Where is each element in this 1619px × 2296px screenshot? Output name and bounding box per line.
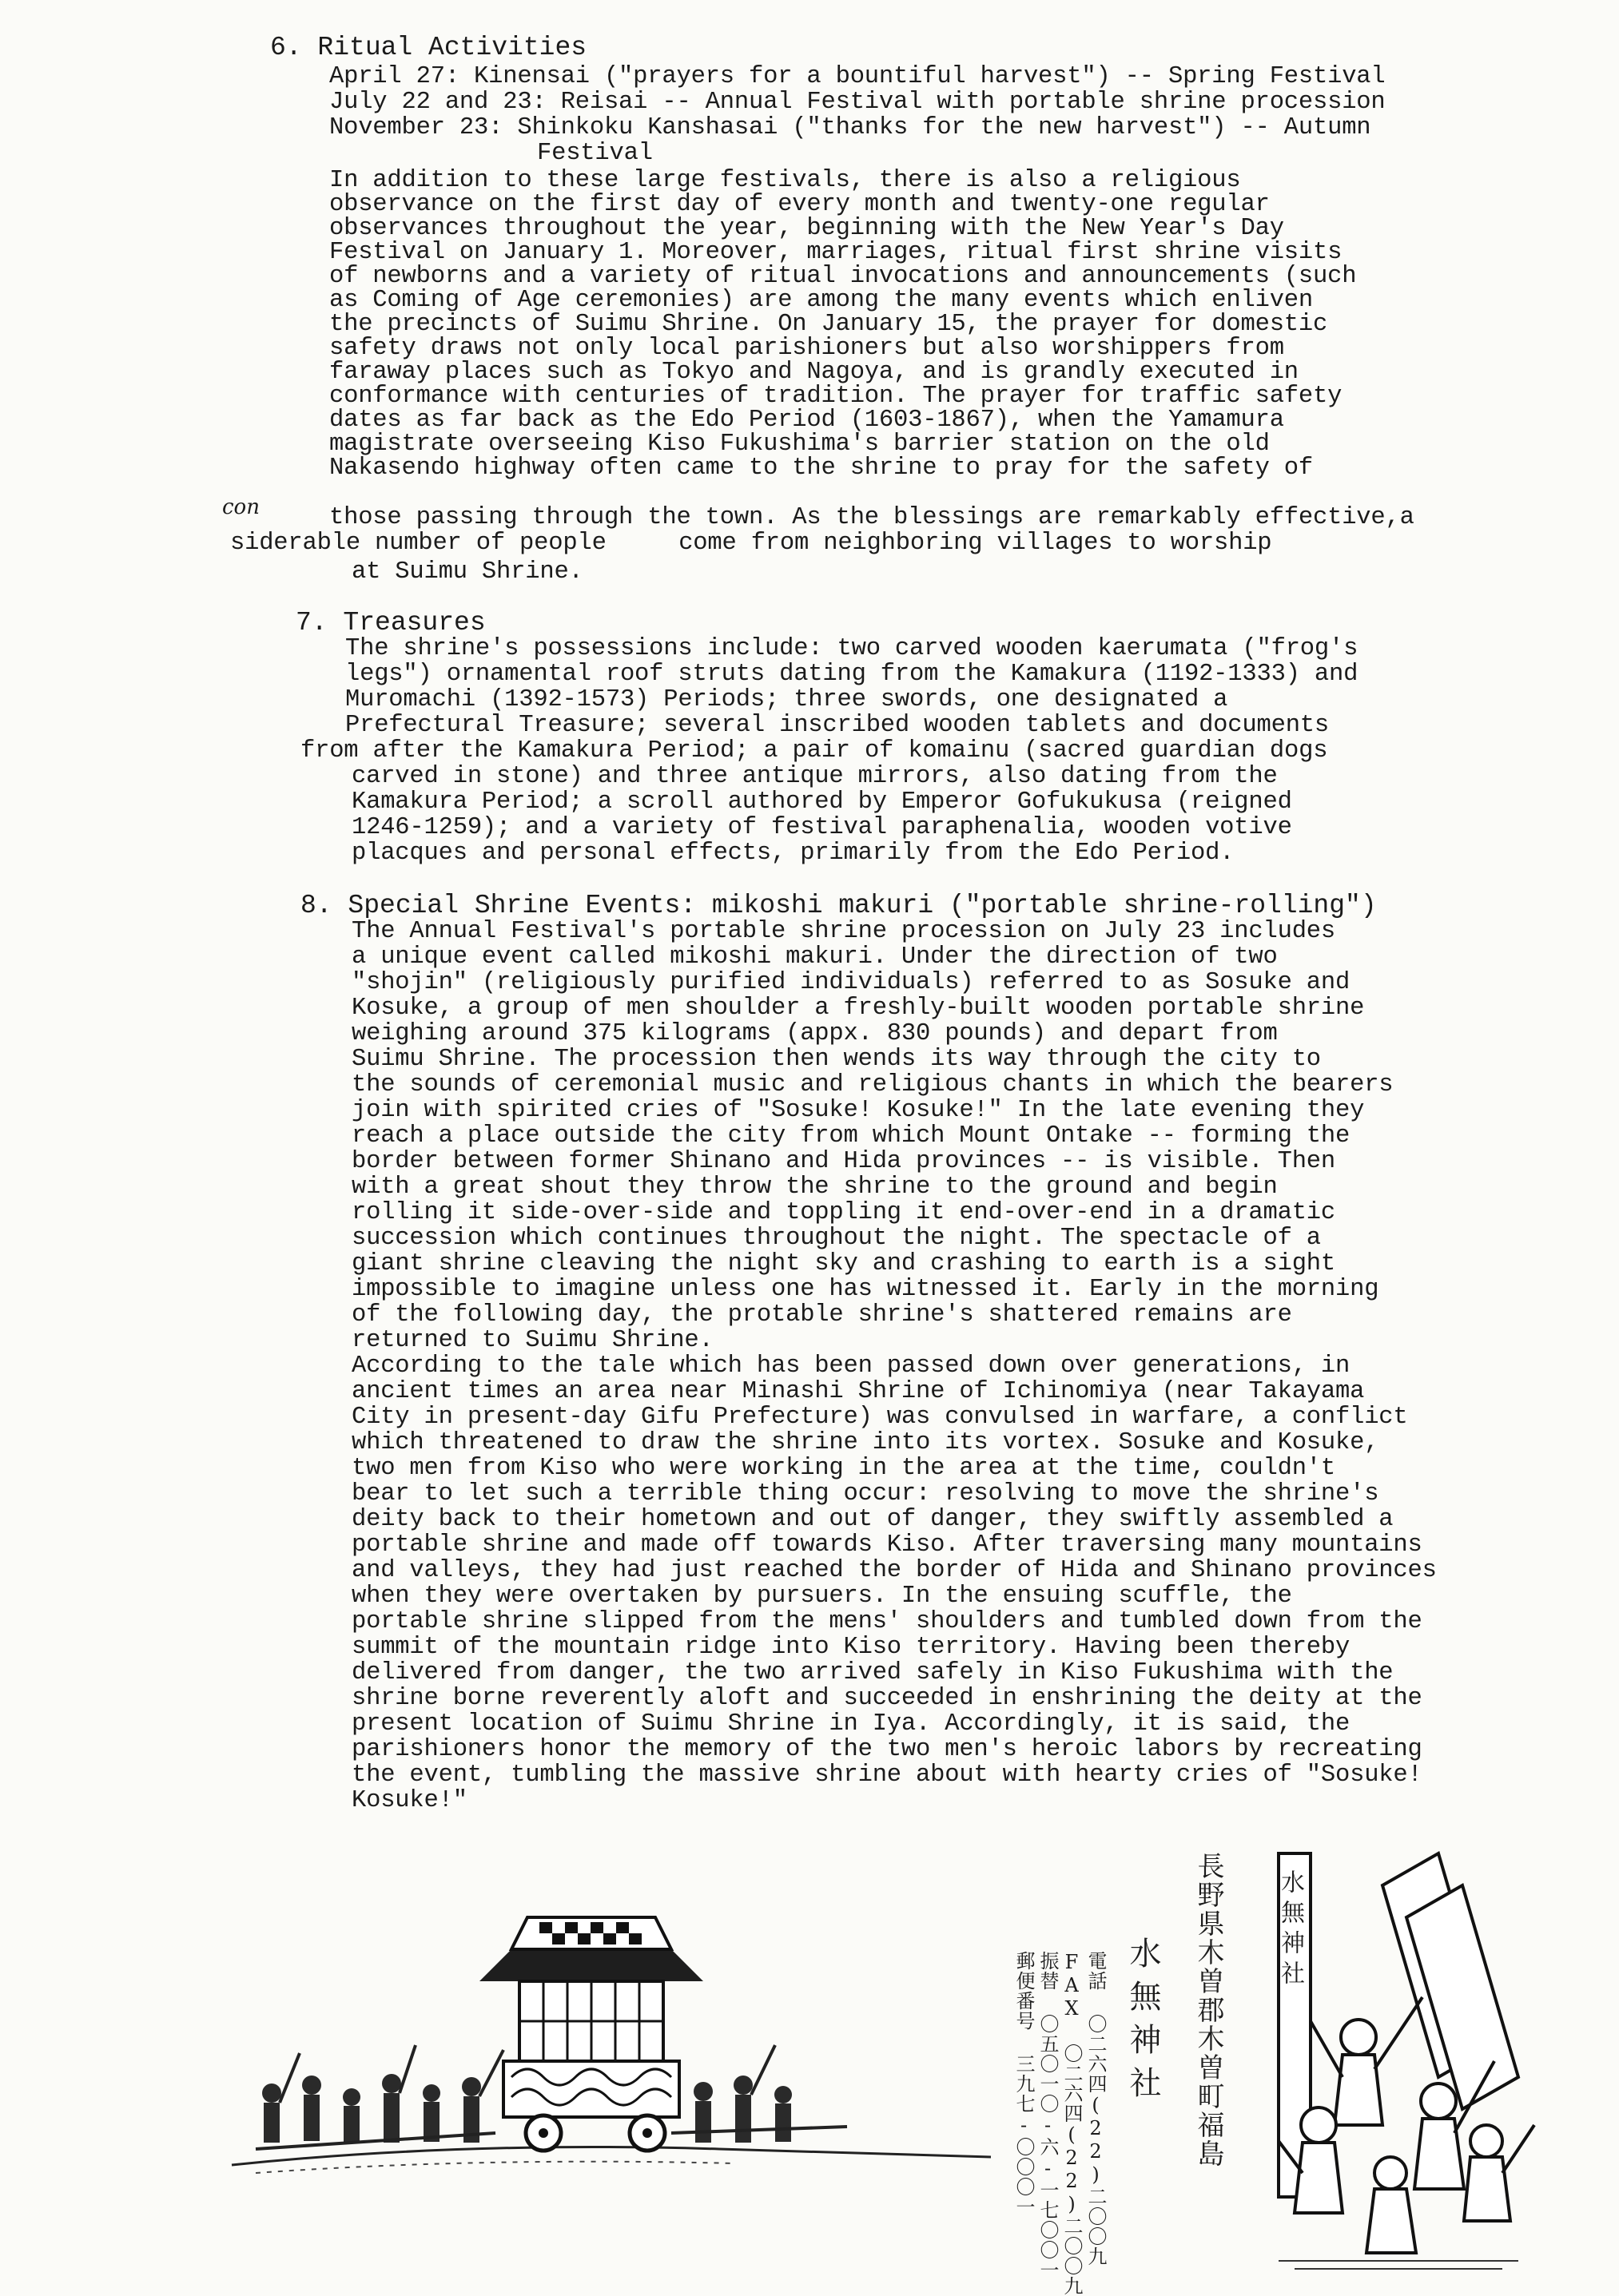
text-line: Kamakura Period; a scroll authored by Emperor Gofukukusa (reigned [352,789,1292,816]
text-line: of newborns and a variety of ritual invocations and announcements (such [329,263,1357,290]
text-line: carved in stone) and three antique mirrors, also dating from the [352,763,1278,790]
text-line: According to the tale which has been passed down over generations, in [352,1353,1350,1380]
text-line: 1246-1259); and a variety of festival paraphenalia, wooden votive [352,814,1292,841]
text-line: returned to Suimu Shrine. [352,1327,714,1354]
text-line: as Coming of Age ceremonies) are among the many events which enliven [329,287,1314,314]
text-line: legs") ornamental roof struts dating from the Kamakura (1192-1333) and [345,661,1358,688]
section-7-heading: 7. Treasures [296,608,486,638]
text-line: Prefectural Treasure; several inscribed wooden tablets and documents [345,712,1330,739]
text-line: parishioners honor the memory of the two men's heroic labors by recreating [352,1736,1422,1763]
banner-inscription: 水無神社 [1276,1869,1304,1991]
shrine-telephone: 電話 〇二六四(22)二〇〇九 [1084,1951,1107,2266]
shrine-name: 水無神社 [1124,1937,1161,2109]
handwritten-margin-note: con [222,495,260,519]
text-line: border between former Shinano and Hida provinces -- is visible. Then [352,1148,1336,1175]
text-line: ancient times an area near Minashi Shrine of Ichinomiya (near Takayama [352,1378,1365,1405]
shrine-transfer-account: 振替 〇五〇一〇-六-一七〇〇一 [1036,1951,1059,2280]
text-line: at Suimu Shrine. [352,558,583,586]
text-line: In addition to these large festivals, there is also a religious [329,167,1241,194]
text-line: The Annual Festival's portable shrine procession on July 23 includes [352,918,1336,945]
text-line: Muromachi (1392-1573) Periods; three swords, one designated a [345,686,1228,713]
text-line: Kosuke, a group of men shoulder a freshly-built wooden portable shrine [352,995,1365,1022]
text-line: observance on the first day of every month and twenty-one regular [329,191,1270,218]
text-line: The shrine's possessions include: two carved wooden kaerumata ("frog's [345,635,1358,662]
text-line: weighing around 375 kilograms (appx. 830 pounds) and depart from [352,1020,1278,1047]
text-line: join with spirited cries of "Sosuke! Kosuke!" In the late evening they [352,1097,1365,1124]
text-line: Festival on January 1. Moreover, marriages, ritual first shrine visits [329,239,1343,266]
shrine-procession-illustration [224,1893,1007,2197]
text-line: deity back to their hometown and out of danger, they swiftly assembled a [352,1506,1394,1533]
text-line: which threatened to draw the shrine into its vortex. Sosuke and Kosuke, [352,1429,1379,1456]
text-line: and valleys, they had just reached the border of Hida and Shinano provinces [352,1557,1437,1584]
text-line: dates as far back as the Edo Period (1603-1867), when the Yamamura [329,407,1284,434]
text-line: "shojin" (religiously purified individuals) referred to as Sosuke and [352,969,1350,996]
text-line: bear to let such a terrible thing occur: resolving to move the shrine's [352,1480,1379,1507]
text-line: portable shrine slipped from the mens' shoulders and tumbled down from the [352,1608,1422,1635]
text-line: giant shrine cleaving the night sky and crashing to earth is a sight [352,1250,1336,1277]
text-line: of the following day, the protable shrine's shattered remains are [352,1301,1292,1329]
text-line: safety draws not only local parishioners but also worshippers from [329,335,1284,362]
text-line: two men from Kiso who were working in the area at the time, couldn't [352,1455,1336,1482]
text-line: succession which continues throughout the night. The spectacle of a [352,1225,1321,1252]
text-line: siderable number of people come from neighboring villages to worship [230,530,1272,557]
text-line: November 23: Shinkoku Kanshasai ("thanks for the new harvest") -- Autumn [329,114,1371,141]
text-line: Festival [537,140,653,167]
text-line: rolling it side-over-side and toppling it end-over-end in a dramatic [352,1199,1336,1226]
text-line: the precincts of Suimu Shrine. On January 15, the prayer for domestic [329,311,1328,338]
text-line: April 27: Kinensai ("prayers for a bountiful harvest") -- Spring Festival [329,63,1386,90]
text-line: placques and personal effects, primarily from the Edo Period. [352,840,1235,867]
text-line: City in present-day Gifu Prefecture) was convulsed in warfare, a conflict [352,1404,1408,1431]
text-line: present location of Suimu Shrine in Iya. Accordingly, it is said, the [352,1710,1350,1738]
section-6-heading: 6. Ritual Activities [270,33,587,62]
text-line: with a great shout they throw the shrine to the ground and begin [352,1174,1278,1201]
text-line: a unique event called mikoshi makuri. Under the direction of two [352,943,1278,971]
text-line: reach a place outside the city from which Mount Ontake -- forming the [352,1122,1350,1150]
text-line: summit of the mountain ridge into Kiso territory. Having been thereby [352,1634,1350,1661]
text-line: from after the Kamakura Period; a pair of komainu (sacred guardian dogs [300,737,1328,765]
text-line: when they were overtaken by pursuers. In the ensuing scuffle, the [352,1583,1292,1610]
text-line: those passing through the town. As the blessings are remarkably effective,a [329,504,1414,531]
text-line: delivered from danger, the two arrived safely in Kiso Fukushima with the [352,1659,1394,1686]
text-line: the event, tumbling the massive shrine about with hearty cries of "Sosuke! [352,1762,1422,1789]
shrine-postal-code: 郵便番号 三九七-〇〇〇一 [1012,1951,1035,2217]
text-line: observances throughout the year, beginning with the New Year's Day [329,215,1284,242]
text-line: Kosuke!" [352,1787,467,1814]
shrine-fax: FAX 〇二六四(22)二〇〇九 [1060,1951,1083,2296]
text-line: portable shrine and made off towards Kiso. After traversing many mountains [352,1531,1422,1559]
text-line: magistrate overseeing Kiso Fukushima's barrier station on the old [329,431,1270,458]
text-line: the sounds of ceremonial music and religious chants in which the bearers [352,1071,1394,1098]
text-line: impossible to imagine unless one has witnessed it. Early in the morning [352,1276,1379,1303]
section-8-heading: 8. Special Shrine Events: mikoshi makuri ("portable shrine-rolling") [300,891,1377,920]
shrine-address: 長野県木曽郡木曽町福島 [1192,1852,1224,2168]
text-line: Suimu Shrine. The procession then wends its way through the city to [352,1046,1321,1073]
text-line: conformance with centuries of tradition. The prayer for traffic safety [329,383,1343,410]
text-line: Nakasendo highway often came to the shrine to pray for the safety of [329,455,1314,482]
text-line: July 22 and 23: Reisai -- Annual Festival with portable shrine procession [329,89,1386,116]
text-line: faraway places such as Tokyo and Nagoya, and is grandly executed in [329,359,1299,386]
text-line: shrine borne reverently aloft and succeeded in enshrining the deity at the [352,1685,1422,1712]
